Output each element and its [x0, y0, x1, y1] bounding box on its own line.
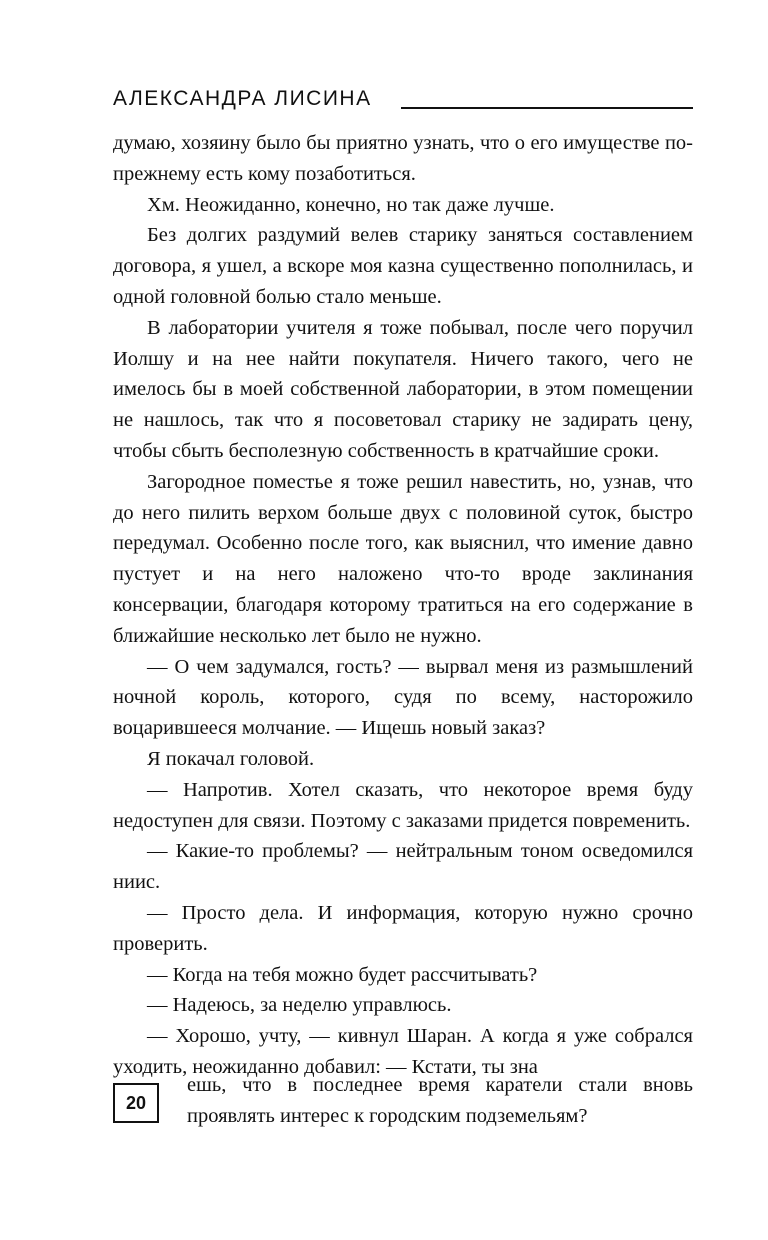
paragraph: — Просто дела. И информация, которую нужно срочно проверить.	[113, 901, 693, 955]
paragraph: — Какие-то проблемы? — нейтральным тоном осведомился ниис.	[113, 840, 693, 894]
bottom-text	[187, 1070, 693, 1132]
paragraph-continuation: ешь, что в последнее время каратели стали вновь проявлять интерес к городским подземельям?	[187, 1074, 693, 1127]
paragraph: — Когда на тебя можно будет рассчитывать?	[147, 963, 538, 986]
page-number: 20	[113, 1083, 159, 1123]
author-name: АЛЕКСАНДРА ЛИСИНА	[113, 87, 372, 110]
main-text	[113, 128, 693, 1083]
paragraph: — О чем задумался, гость? — вырвал меня из размышлений ночной король, которого, судя по всему, насторожило воцарившееся молчание. — Ищешь новый заказ?	[113, 655, 693, 740]
paragraph: Хм. Неожиданно, конечно, но так даже лучше.	[147, 193, 555, 216]
running-header	[113, 86, 693, 112]
paragraph: Без долгих раздумий велев старику заняться составлением договора, я ушел, а вскоре моя казна существенно пополнилась, и одной головной болью стало меньше.	[113, 224, 693, 308]
paragraph: думаю, хозяину было бы приятно узнать, что о его имуществе по-прежнему есть кому позаботиться.	[113, 132, 693, 185]
paragraph: Я покачал головой.	[147, 747, 315, 770]
paragraph: — Надеюсь, за неделю управлюсь.	[147, 994, 452, 1017]
header-rule	[401, 107, 693, 109]
paragraph: — Хорошо, учту, — кивнул Шаран. А когда я уже собрался уходить, неожиданно добавил: — Кстати, ты зна	[113, 1025, 693, 1078]
paragraph: — Напротив. Хотел сказать, что некоторое время буду недоступен для связи. Поэтому с заказами придется повременить.	[113, 778, 693, 832]
paragraph: В лаборатории учителя я тоже побывал, после чего поручил Иолшу и на нее найти покупателя. Ничего такого, чего не имелось бы в моей собственной лаборатории, в этом помещении не нашлось, так что я посоветовал старику не задирать цену, чтобы сбыть бесполезную собственность в кратчайшие сроки.	[113, 316, 693, 462]
paragraph: Загородное поместье я тоже решил навестить, но, узнав, что до него пилить верхом больше двух с половиной суток, быстро передумал. Особенно после того, как выяснил, что имение давно пустует и на него наложено что-то вроде заклинания консервации, благодаря которому тратиться на его содержание в ближайшие несколько лет было не нужно.	[113, 470, 693, 647]
